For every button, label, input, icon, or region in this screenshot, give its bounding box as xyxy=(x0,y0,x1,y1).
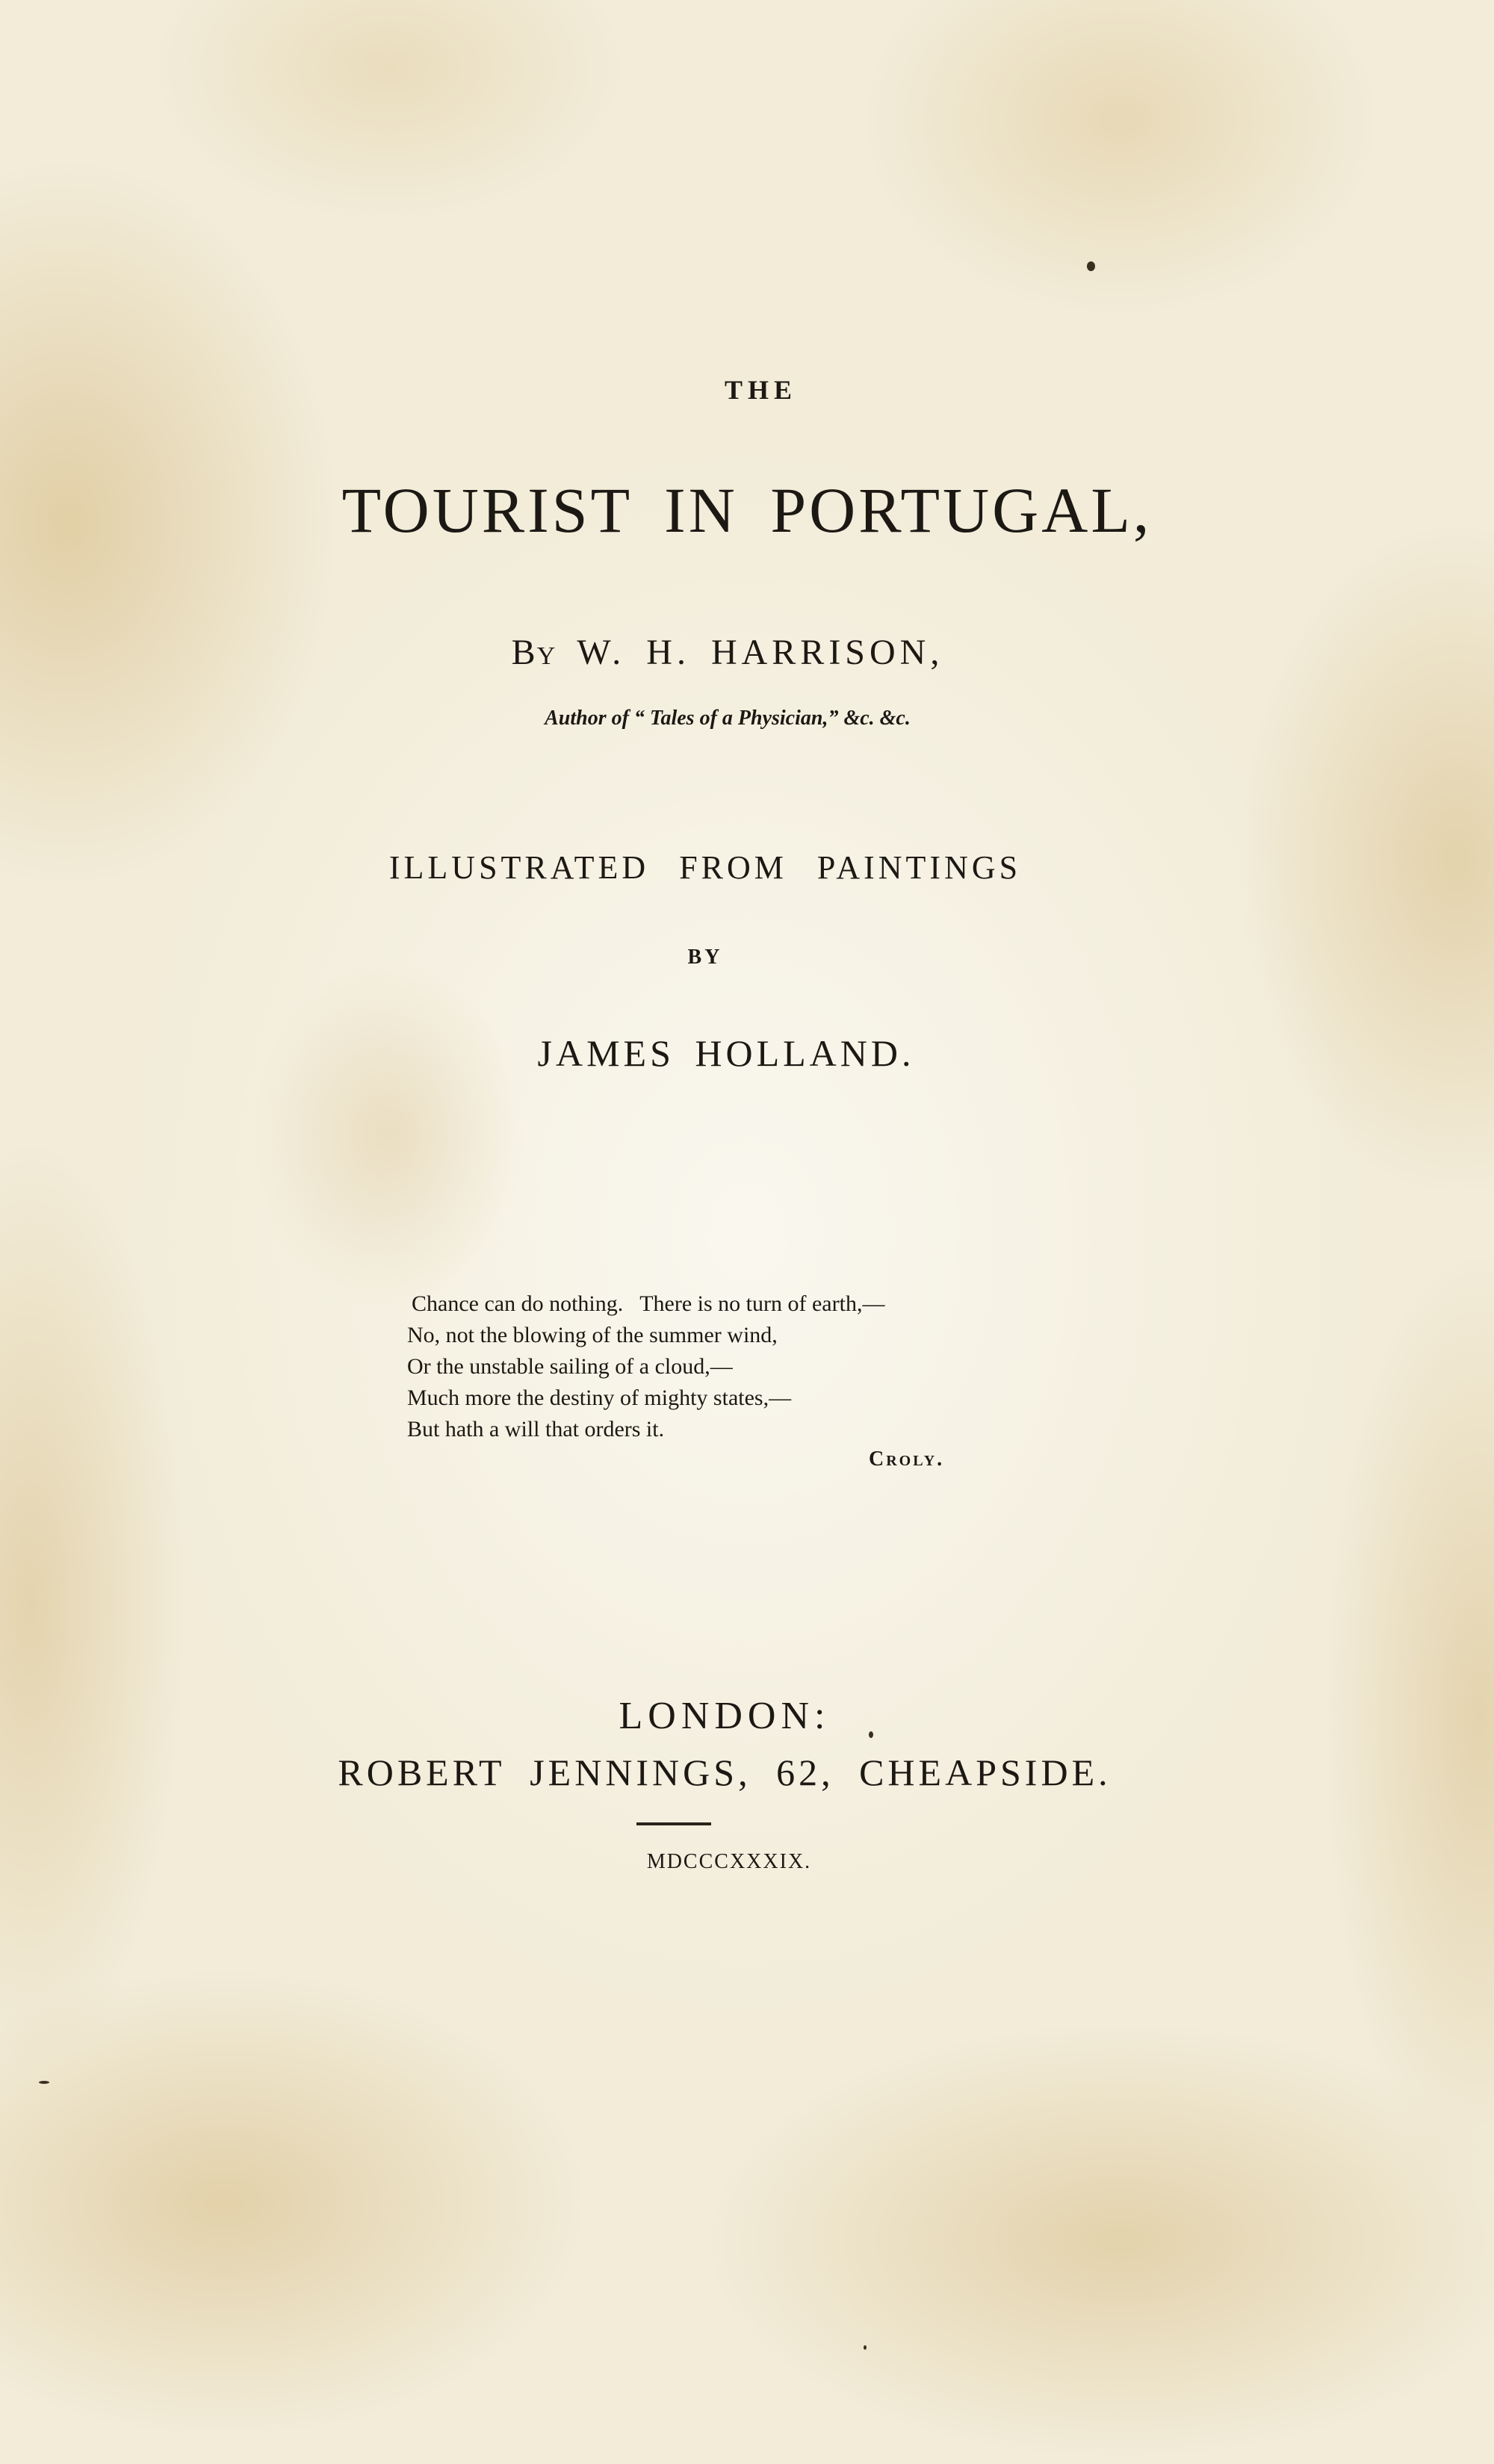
imprint-city: LONDON: xyxy=(619,1695,831,1737)
paper-speck xyxy=(864,2345,867,2350)
illustrated-by: BY xyxy=(687,946,723,969)
epigraph-line: But hath a will that orders it. xyxy=(407,1417,665,1442)
epigraph-line: Or the unstable sailing of a cloud,— xyxy=(407,1354,733,1379)
book-title: TOURIST IN PORTUGAL, xyxy=(341,474,1153,546)
epigraph-line: No, not the blowing of the summer wind, xyxy=(407,1323,778,1347)
paper-speck xyxy=(869,1731,873,1738)
epigraph-line: Chance can do nothing. There is no turn of earth,— xyxy=(412,1291,885,1316)
title-page: THE TOURIST IN PORTUGAL, By W. H. HARRISON, Author of “ Tales of a Physician,” &c. &c. ILLUSTRATED FROM PAINTINGS BY JAMES HOLLAND. Chance can do nothing. There is no turn of earth,— No, not the blowing of the summer wind, Or the unstable sailing of a cloud,— Much more the destiny of mighty states,— But hath a will that orders it. Croly. LONDON: ROBERT JENNINGS, 62, CHEAPSIDE. MDCCCXXXIX. xyxy=(0,0,1494,2464)
author-note: Author of “ Tales of a Physician,” &c. &c. xyxy=(545,707,911,730)
epigraph-line: Much more the destiny of mighty states,— xyxy=(407,1385,792,1410)
imprint-date: MDCCCXXXIX. xyxy=(646,1850,812,1873)
imprint-divider xyxy=(636,1822,711,1825)
author-name: W. H. HARRISON, xyxy=(577,633,944,672)
byline xyxy=(0,635,1475,671)
byline-prefix: By xyxy=(511,633,557,672)
paper-speck xyxy=(1087,261,1095,271)
epigraph xyxy=(407,1288,884,1445)
imprint-publisher: ROBERT JENNINGS, 62, CHEAPSIDE. xyxy=(338,1751,1112,1793)
illustrator-name: JAMES HOLLAND. xyxy=(537,1032,915,1074)
epigraph-attribution: Croly. xyxy=(869,1447,945,1471)
illustrated-line: ILLUSTRATED FROM PAINTINGS xyxy=(388,849,1022,886)
paper-speck xyxy=(39,2081,49,2084)
